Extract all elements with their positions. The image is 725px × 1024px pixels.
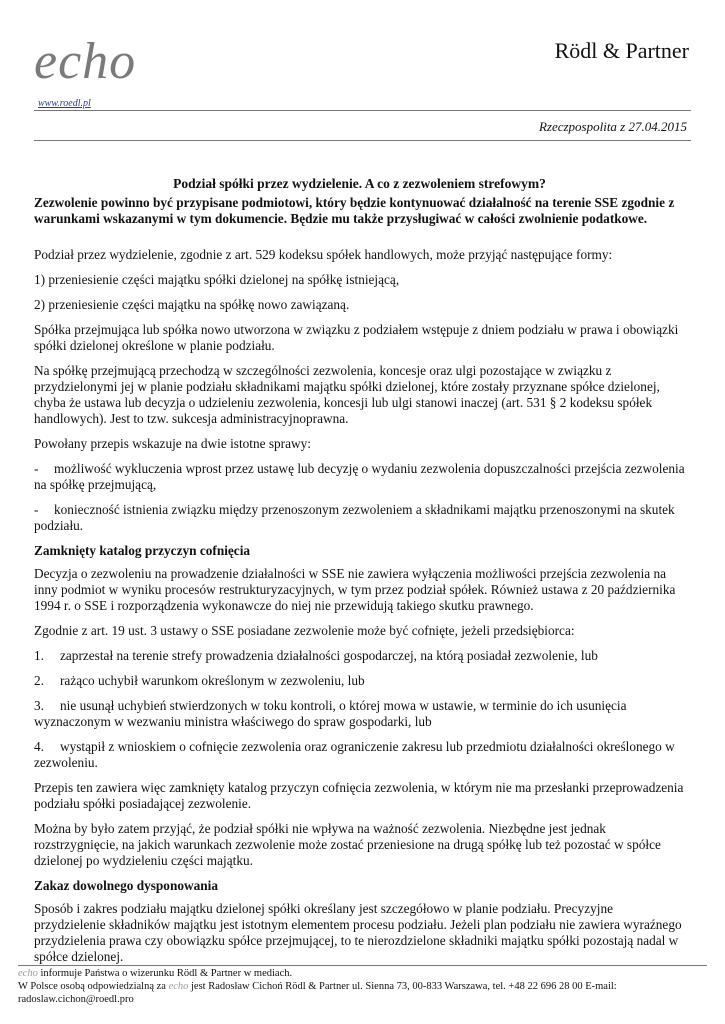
paragraph: Podział przez wydzielenie, zgodnie z art. 529 kodeksu spółek handlowych, może przyjąć następujące formy:: [34, 247, 613, 262]
paragraph: Decyzja o zezwoleniu na prowadzenie działalności w SSE nie zawiera wyłączenia możliwości przejścia zezwolenia na inny podmiot w wyniku procesów restrukturyzacyjnych, w tym przez podział spółek. Również ustawa z 20 października 1994 r. o SSE i rozporządzenia wykonawcze do niej nie przewidują takiego skutku prawnego.: [34, 566, 676, 613]
dash-item: [34, 461, 685, 493]
paragraph: Powołany przepis wskazuje na dwie istotne sprawy:: [34, 436, 311, 451]
echo-footer-logo: echo: [18, 968, 38, 979]
article-title: Podział spółki przez wydzielenie. A co z zezwoleniem strefowym?: [173, 176, 546, 191]
paragraph: Przepis ten zawiera więc zamknięty katalog przyczyn cofnięcia zezwolenia, w którym nie ma przesłanki przeprowadzenia podziału spółki posiadającej zezwolenie.: [34, 780, 684, 811]
number-marker: 3.: [34, 698, 44, 713]
footer-text: informuje Państwa o wizerunku Rödl & Partner w mediach.: [40, 968, 293, 979]
article-lead: Zezwolenie powinno być przypisane podmiotowi, który będzie kontynuować działalność na terenie SSE zgodnie z warunkami wskazanymi w tym dokumencie. Będzie mu także przysługiwać w całości zwolnienie podatkowe.: [34, 195, 675, 226]
paragraph: Na spółkę przejmującą przechodzą w szczególności zezwolenia, koncesje oraz ulgi pozostające w związku z przydzielonymi jej w planie podziału składnikami majątku spółki dzielonej, które zostały przyznane spółce dzielonej, chyba że ustawa lub decyzja o udzieleniu zezwolenia, koncesji lub ulgi stanowi inaczej (art. 531 § 2 kodeksu spółek handlowych). Jest to tzw. sukcesja administracyjnoprawna.: [34, 363, 660, 426]
paragraph: Zgodnie z art. 19 ust. 3 ustawy o SSE posiadane zezwolenie może być cofnięte, jeżeli przedsiębiorca:: [34, 623, 575, 638]
dash-item-text: konieczność istnienia związku między przenoszonym zezwoleniem a składnikami majątku przenoszonymi na skutek podziału.: [34, 502, 675, 533]
brand-logo: Rödl & Partner: [554, 38, 689, 63]
numbered-item: [34, 648, 685, 664]
footer-contact: jest Radosław Cichoń Rödl & Partner ul. Sienna 73, 00-833 Warszawa, tel. +48 22 696 28 00 E-mail: radoslaw.cichon@roedl.pro: [18, 981, 617, 1005]
numbered-item-text: nie usunął uchybień stwierdzonych w toku kontroli, o której mowa w ustawie, w terminie do ich usunięcia wyznaczonym w wezwaniu ministra właściwego do spraw gospodarki, lub: [34, 698, 627, 729]
footer-line-2: [18, 980, 707, 1006]
numbered-item-text: wystąpił z wnioskiem o cofnięcie zezwolenia oraz ograniczenie zakresu lub przedmiotu działalności określonego w zezwoleniu.: [34, 739, 675, 770]
paragraph: 2) przeniesienie części majątku na spółkę nowo zawiązaną.: [34, 297, 350, 312]
website-link[interactable]: www.roedl.pl: [38, 98, 91, 109]
dash-marker: -: [34, 461, 39, 476]
numbered-item: [34, 673, 685, 689]
numbered-item: [34, 739, 685, 771]
footer-divider: [18, 965, 707, 966]
footer-line-1: [18, 967, 707, 980]
footer: [18, 967, 707, 1006]
numbered-item: [34, 698, 685, 730]
dash-item-text: możliwość wykluczenia wprost przez ustawę lub decyzję o wydaniu zezwolenia dopuszczalności przejścia zezwolenia na spółkę przejmującą,: [34, 461, 685, 492]
echo-logo: echo: [34, 33, 137, 90]
dash-marker: -: [34, 502, 39, 517]
number-marker: 2.: [34, 673, 44, 688]
number-marker: 4.: [34, 739, 44, 754]
numbered-item-text: rażąco uchybił warunkom określonym w zezwoleniu, lub: [60, 673, 365, 688]
header-divider-bottom: [34, 140, 691, 141]
numbered-item-text: zaprzestał na terenie strefy prowadzenia działalności gospodarczej, na którą posiadał zezwolenie, lub: [60, 648, 598, 663]
section-heading: Zakaz dowolnego dysponowania: [34, 878, 218, 893]
article: [34, 176, 685, 974]
paragraph: 1) przeniesienie części majątku spółki dzielonej na spółkę istniejącą,: [34, 272, 400, 287]
footer-text: W Polsce osobą odpowiedzialną za: [18, 981, 166, 992]
paragraph: Sposób i zakres podziału majątku dzielonej spółki określany jest szczegółowo w planie podziału. Precyzyjne przydzielenie składników majątku jest istotnym elementem procesu podziału. Jeżeli plan podziału nie zawiera wyraźnego przydzielenia prawa czy obowiązku spółce przejmującej, to te nierozdzielone składniki majątku spółki pozostają nadal w spółce dzielonej.: [34, 901, 682, 964]
section-heading: Zamknięty katalog przyczyn cofnięcia: [34, 543, 251, 558]
paragraph: Spółka przejmująca lub spółka nowo utworzona w związku z podziałem wstępuje z dniem podziału w prawa i obowiązki spółki dzielonej określone w planie podziału.: [34, 322, 679, 353]
header-divider-top: [34, 110, 691, 111]
number-marker: 1.: [34, 648, 44, 663]
paragraph: Można by było zatem przyjąć, że podział spółki nie wpływa na ważność zezwolenia. Niezbędne jest jednak rozstrzygnięcie, na jakich warunkach zezwolenie może zostać przeniesione na drugą spółkę lub też pozostać w spółce dzielonej po wydzieleniu części majątku.: [34, 821, 661, 868]
echo-footer-logo: echo: [168, 981, 189, 992]
dash-item: [34, 502, 685, 534]
source-label: Rzeczpospolita z 27.04.2015: [538, 119, 687, 134]
